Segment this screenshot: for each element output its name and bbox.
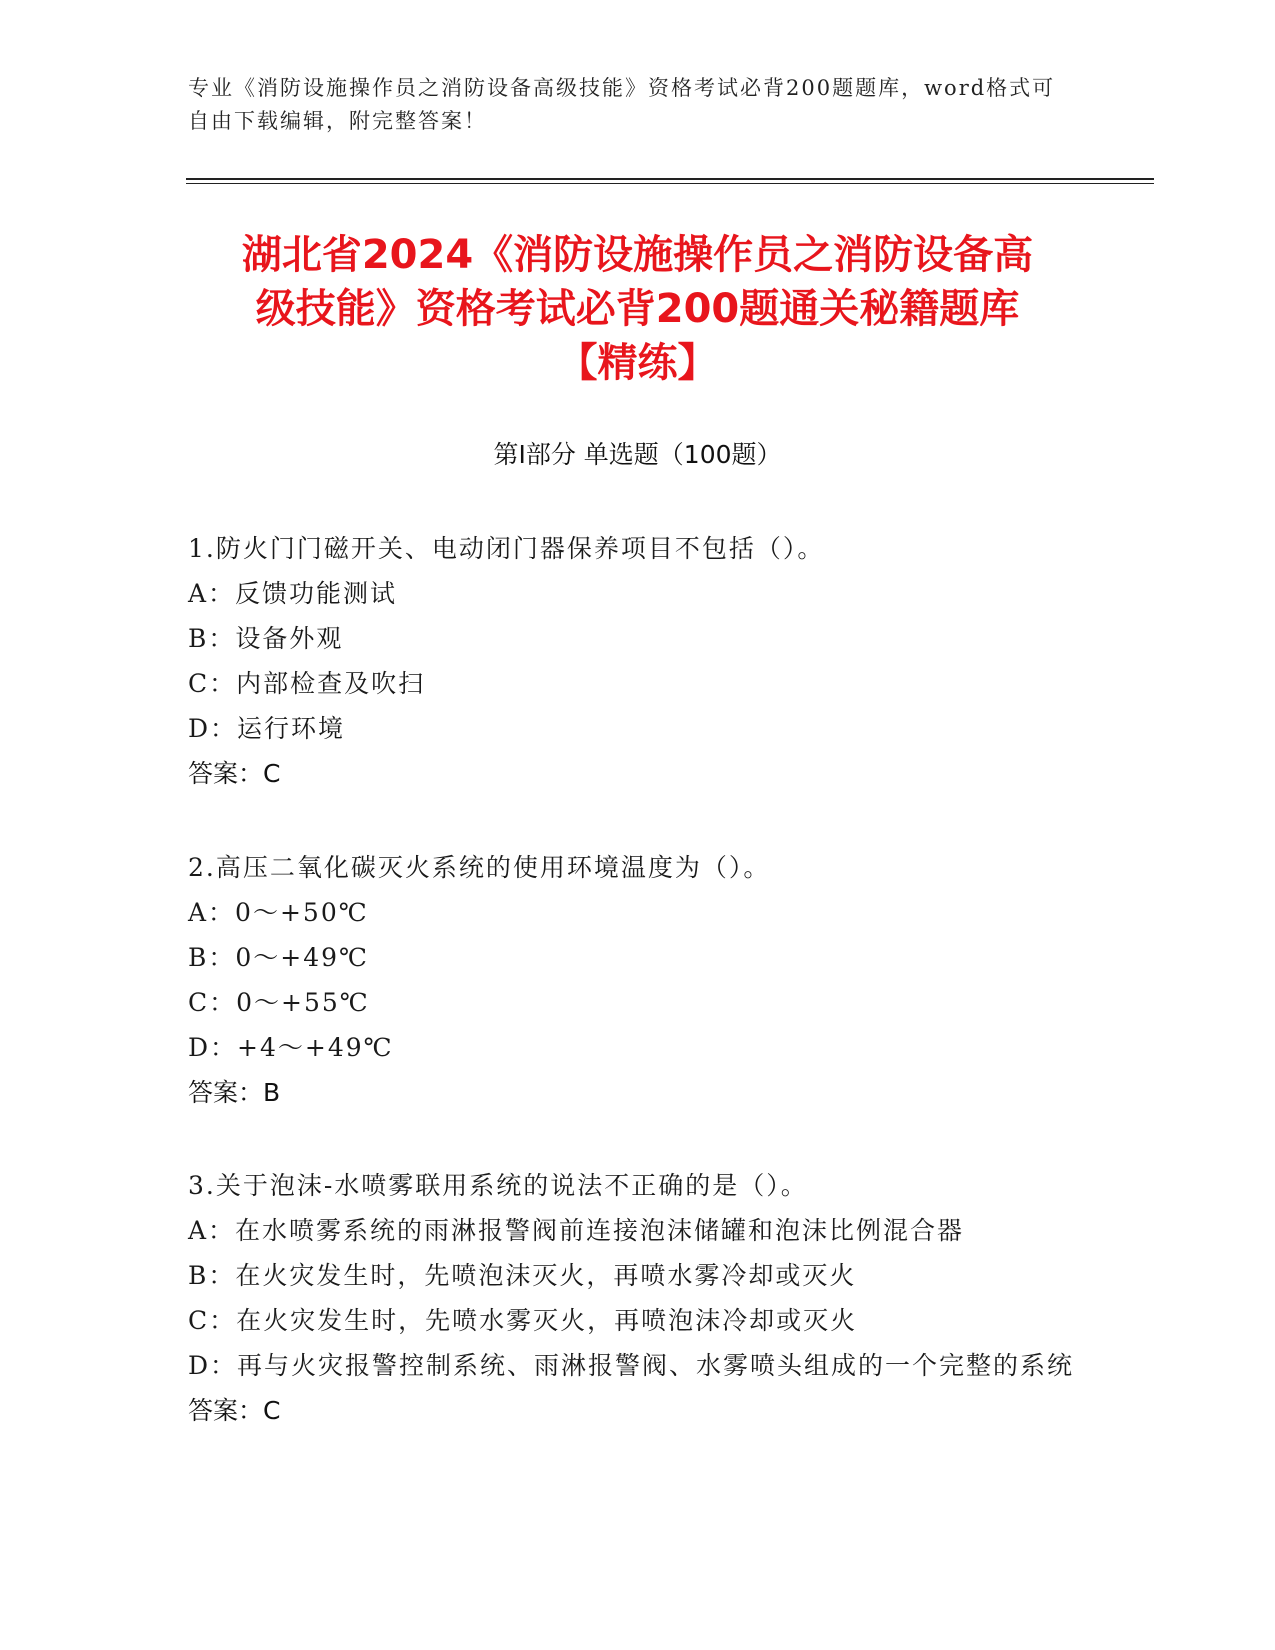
answer: 答案：B [188, 1078, 281, 1107]
option-b: B：设备外观 [188, 624, 344, 653]
section-title: 第Ⅰ部分 单选题（100题） [493, 440, 782, 469]
question-2 [188, 845, 1088, 1115]
option-b: B：0～+49℃ [188, 943, 370, 972]
question-stem: 3.关于泡沫-水喷雾联用系统的说法不正确的是（）。 [188, 1171, 808, 1200]
question-stem: 2.高压二氧化碳灭火系统的使用环境温度为（）。 [188, 853, 771, 882]
option-d: D：再与火灾报警控制系统、雨淋报警阀、水雾喷头组成的一个完整的系统 [188, 1351, 1075, 1380]
option-d: D：+4～+49℃ [188, 1033, 394, 1062]
option-a: A：0～+50℃ [188, 898, 369, 927]
title-line-3: 【精练】 [557, 340, 718, 386]
document-title [160, 228, 1115, 390]
option-c: C：在火灾发生时，先喷水雾灭火，再喷泡沫冷却或灭火 [188, 1306, 858, 1335]
question-3 [188, 1163, 1088, 1433]
header-divider-thin [186, 183, 1154, 184]
question-stem: 1.防火门门磁开关、电动闭门器保养项目不包括（）。 [188, 534, 825, 563]
option-c: C：内部检查及吹扫 [188, 669, 426, 698]
option-a: A：反馈功能测试 [188, 579, 398, 608]
option-b: B：在火灾发生时，先喷泡沫灭火，再喷水雾冷却或灭火 [188, 1261, 857, 1290]
title-line-2: 级技能》资格考试必背200题通关秘籍题库 [255, 286, 1020, 332]
option-d: D：运行环境 [188, 714, 346, 743]
option-c: C：0～+55℃ [188, 988, 370, 1017]
answer: 答案：C [188, 759, 281, 788]
question-1 [188, 526, 1088, 796]
document-header-note: 专业《消防设施操作员之消防设备高级技能》资格考试必背200题题库，word格式可自由下载编辑，附完整答案！ [188, 76, 1056, 133]
title-line-1: 湖北省2024《消防设施操作员之消防设备高 [241, 232, 1034, 278]
header-divider-thick [186, 178, 1154, 180]
option-a: A：在水喷雾系统的雨淋报警阀前连接泡沫储罐和泡沫比例混合器 [188, 1216, 965, 1245]
answer: 答案：C [188, 1396, 281, 1425]
